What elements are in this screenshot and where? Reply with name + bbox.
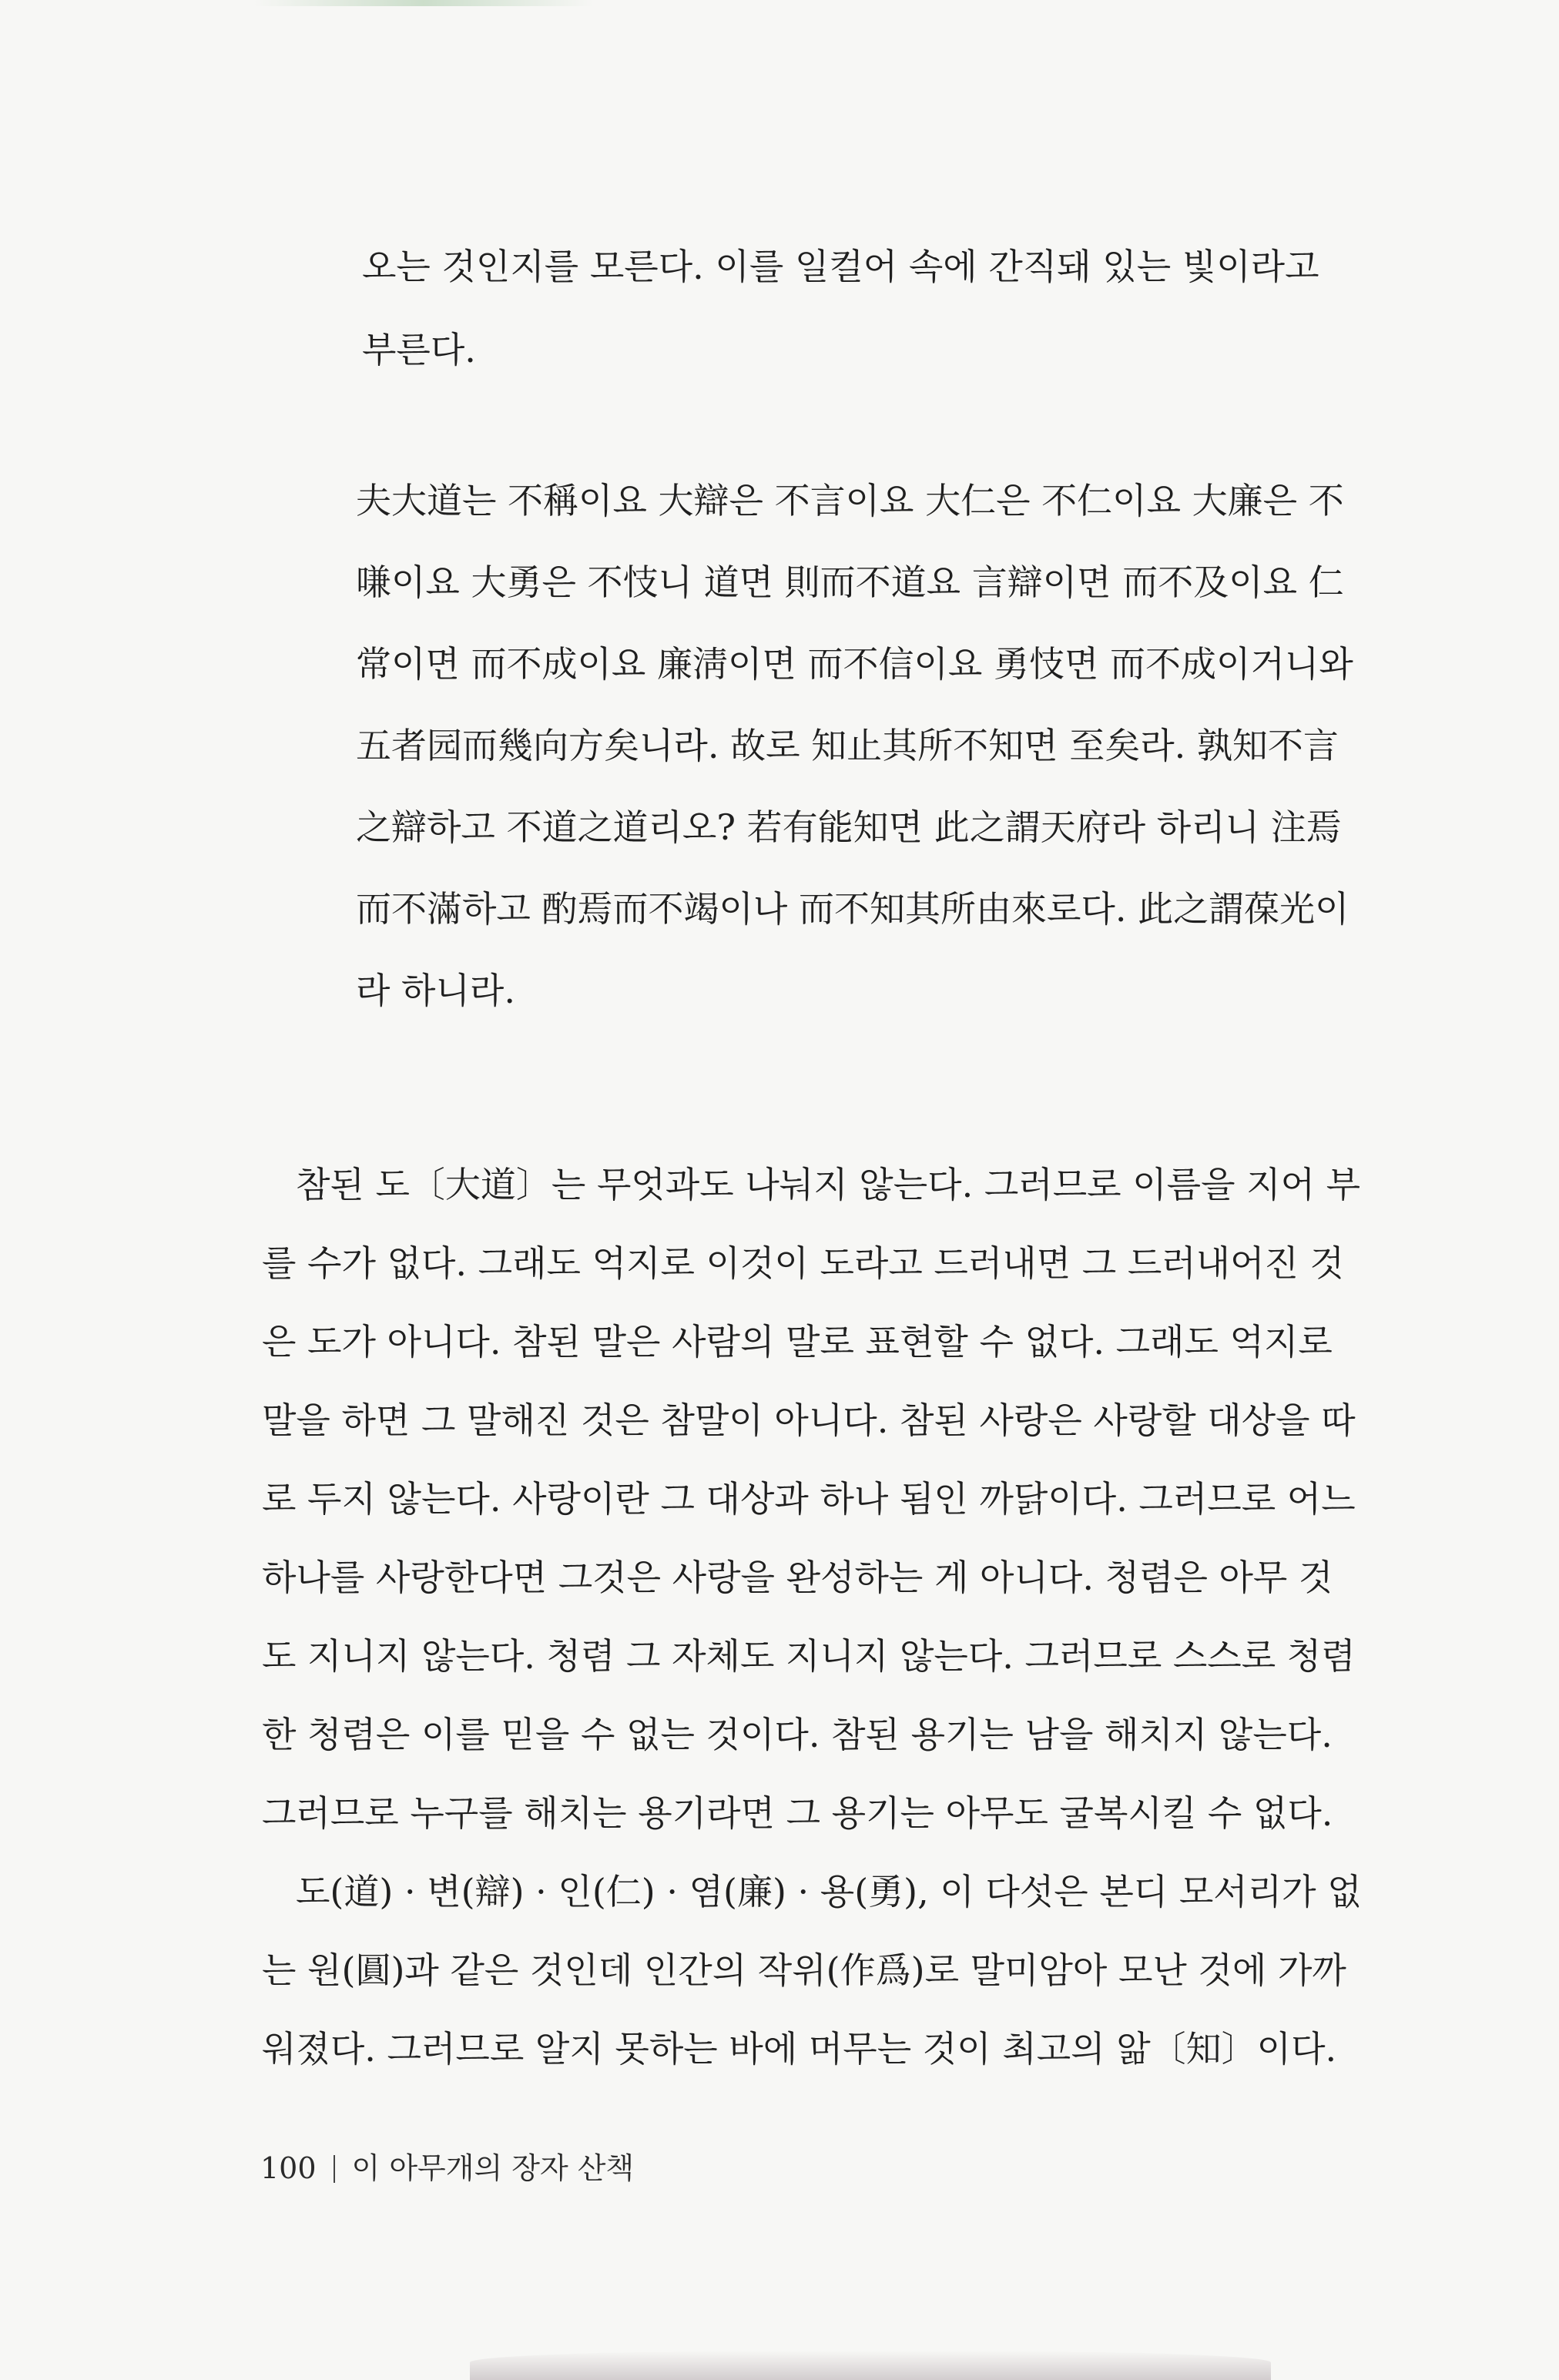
text-line: 오는 것인지를 모른다. 이를 일컬어 속에 간직돼 있는 빛이라고	[362, 246, 1319, 287]
text-line: 도(道) · 변(辯) · 인(仁) · 염(廉) · 용(勇), 이 다섯은 본디 모서리가 없	[296, 1871, 1362, 1912]
bottom-edge-smudge	[470, 2351, 1271, 2380]
text-line: 之辯하고 不道之道리오? 若有能知면 此之謂天府라 하리니 注焉	[356, 806, 1342, 848]
text-line: 하나를 사랑한다면 그것은 사랑을 완성하는 게 아니다. 청렴은 아무 것	[262, 1557, 1333, 1598]
page-number: 100	[260, 2151, 317, 2185]
text-line: 로 두지 않는다. 사랑이란 그 대상과 하나 됨인 까닭이다. 그러므로 어느	[262, 1478, 1356, 1520]
text-line: 而不滿하고 酌焉而不竭이나 而不知其所由來로다. 此之謂葆光이	[356, 888, 1349, 930]
text-line: 라 하니라.	[356, 970, 515, 1011]
text-line: 참된 도〔大道〕는 무엇과도 나눠지 않는다. 그러므로 이름을 지어 부	[296, 1164, 1361, 1205]
text-line: 를 수가 없다. 그래도 억지로 이것이 도라고 드러내면 그 드러내어진 것	[262, 1242, 1345, 1284]
book-title: 이 아무개의 장자 산책	[351, 2151, 635, 2185]
text-line: 常이면 而不成이요 廉淸이면 而不信이요 勇忮면 而不成이거니와	[356, 643, 1353, 685]
text-line: 夫大道는 不稱이요 大辯은 不言이요 大仁은 不仁이요 大廉은 不	[356, 480, 1344, 521]
text-line: 는 원(圓)과 같은 것인데 인간의 작위(作爲)로 말미암아 모난 것에 가까	[262, 1949, 1346, 1991]
page-footer	[260, 2149, 634, 2187]
text-line: 嗛이요 大勇은 不忮니 道면 則而不道요 言辯이면 而不及이요 仁	[356, 561, 1344, 603]
text-line: 도 지니지 않는다. 청렴 그 자체도 지니지 않는다. 그러므로 스스로 청렴	[262, 1635, 1356, 1677]
text-line: 한 청렴은 이를 믿을 수 없는 것이다. 참된 용기는 남을 해치지 않는다.	[262, 1714, 1333, 1755]
top-edge-smudge	[254, 0, 593, 6]
text-line: 그러므로 누구를 해치는 용기라면 그 용기는 아무도 굴복시킬 수 없다.	[262, 1792, 1333, 1834]
text-line: 부른다.	[362, 329, 476, 370]
text-line: 은 도가 아니다. 참된 말은 사람의 말로 표현할 수 없다. 그래도 억지로	[262, 1321, 1333, 1363]
text-line: 말을 하면 그 말해진 것은 참말이 아니다. 참된 사랑은 사랑할 대상을 따	[262, 1400, 1356, 1441]
text-line: 五者园而幾向方矣니라. 故로 知止其所不知면 至矣라. 孰知不言	[356, 725, 1339, 766]
text-line: 워졌다. 그러므로 알지 못하는 바에 머무는 것이 최고의 앎〔知〕이다.	[262, 2028, 1337, 2070]
folio-divider	[334, 2155, 335, 2183]
